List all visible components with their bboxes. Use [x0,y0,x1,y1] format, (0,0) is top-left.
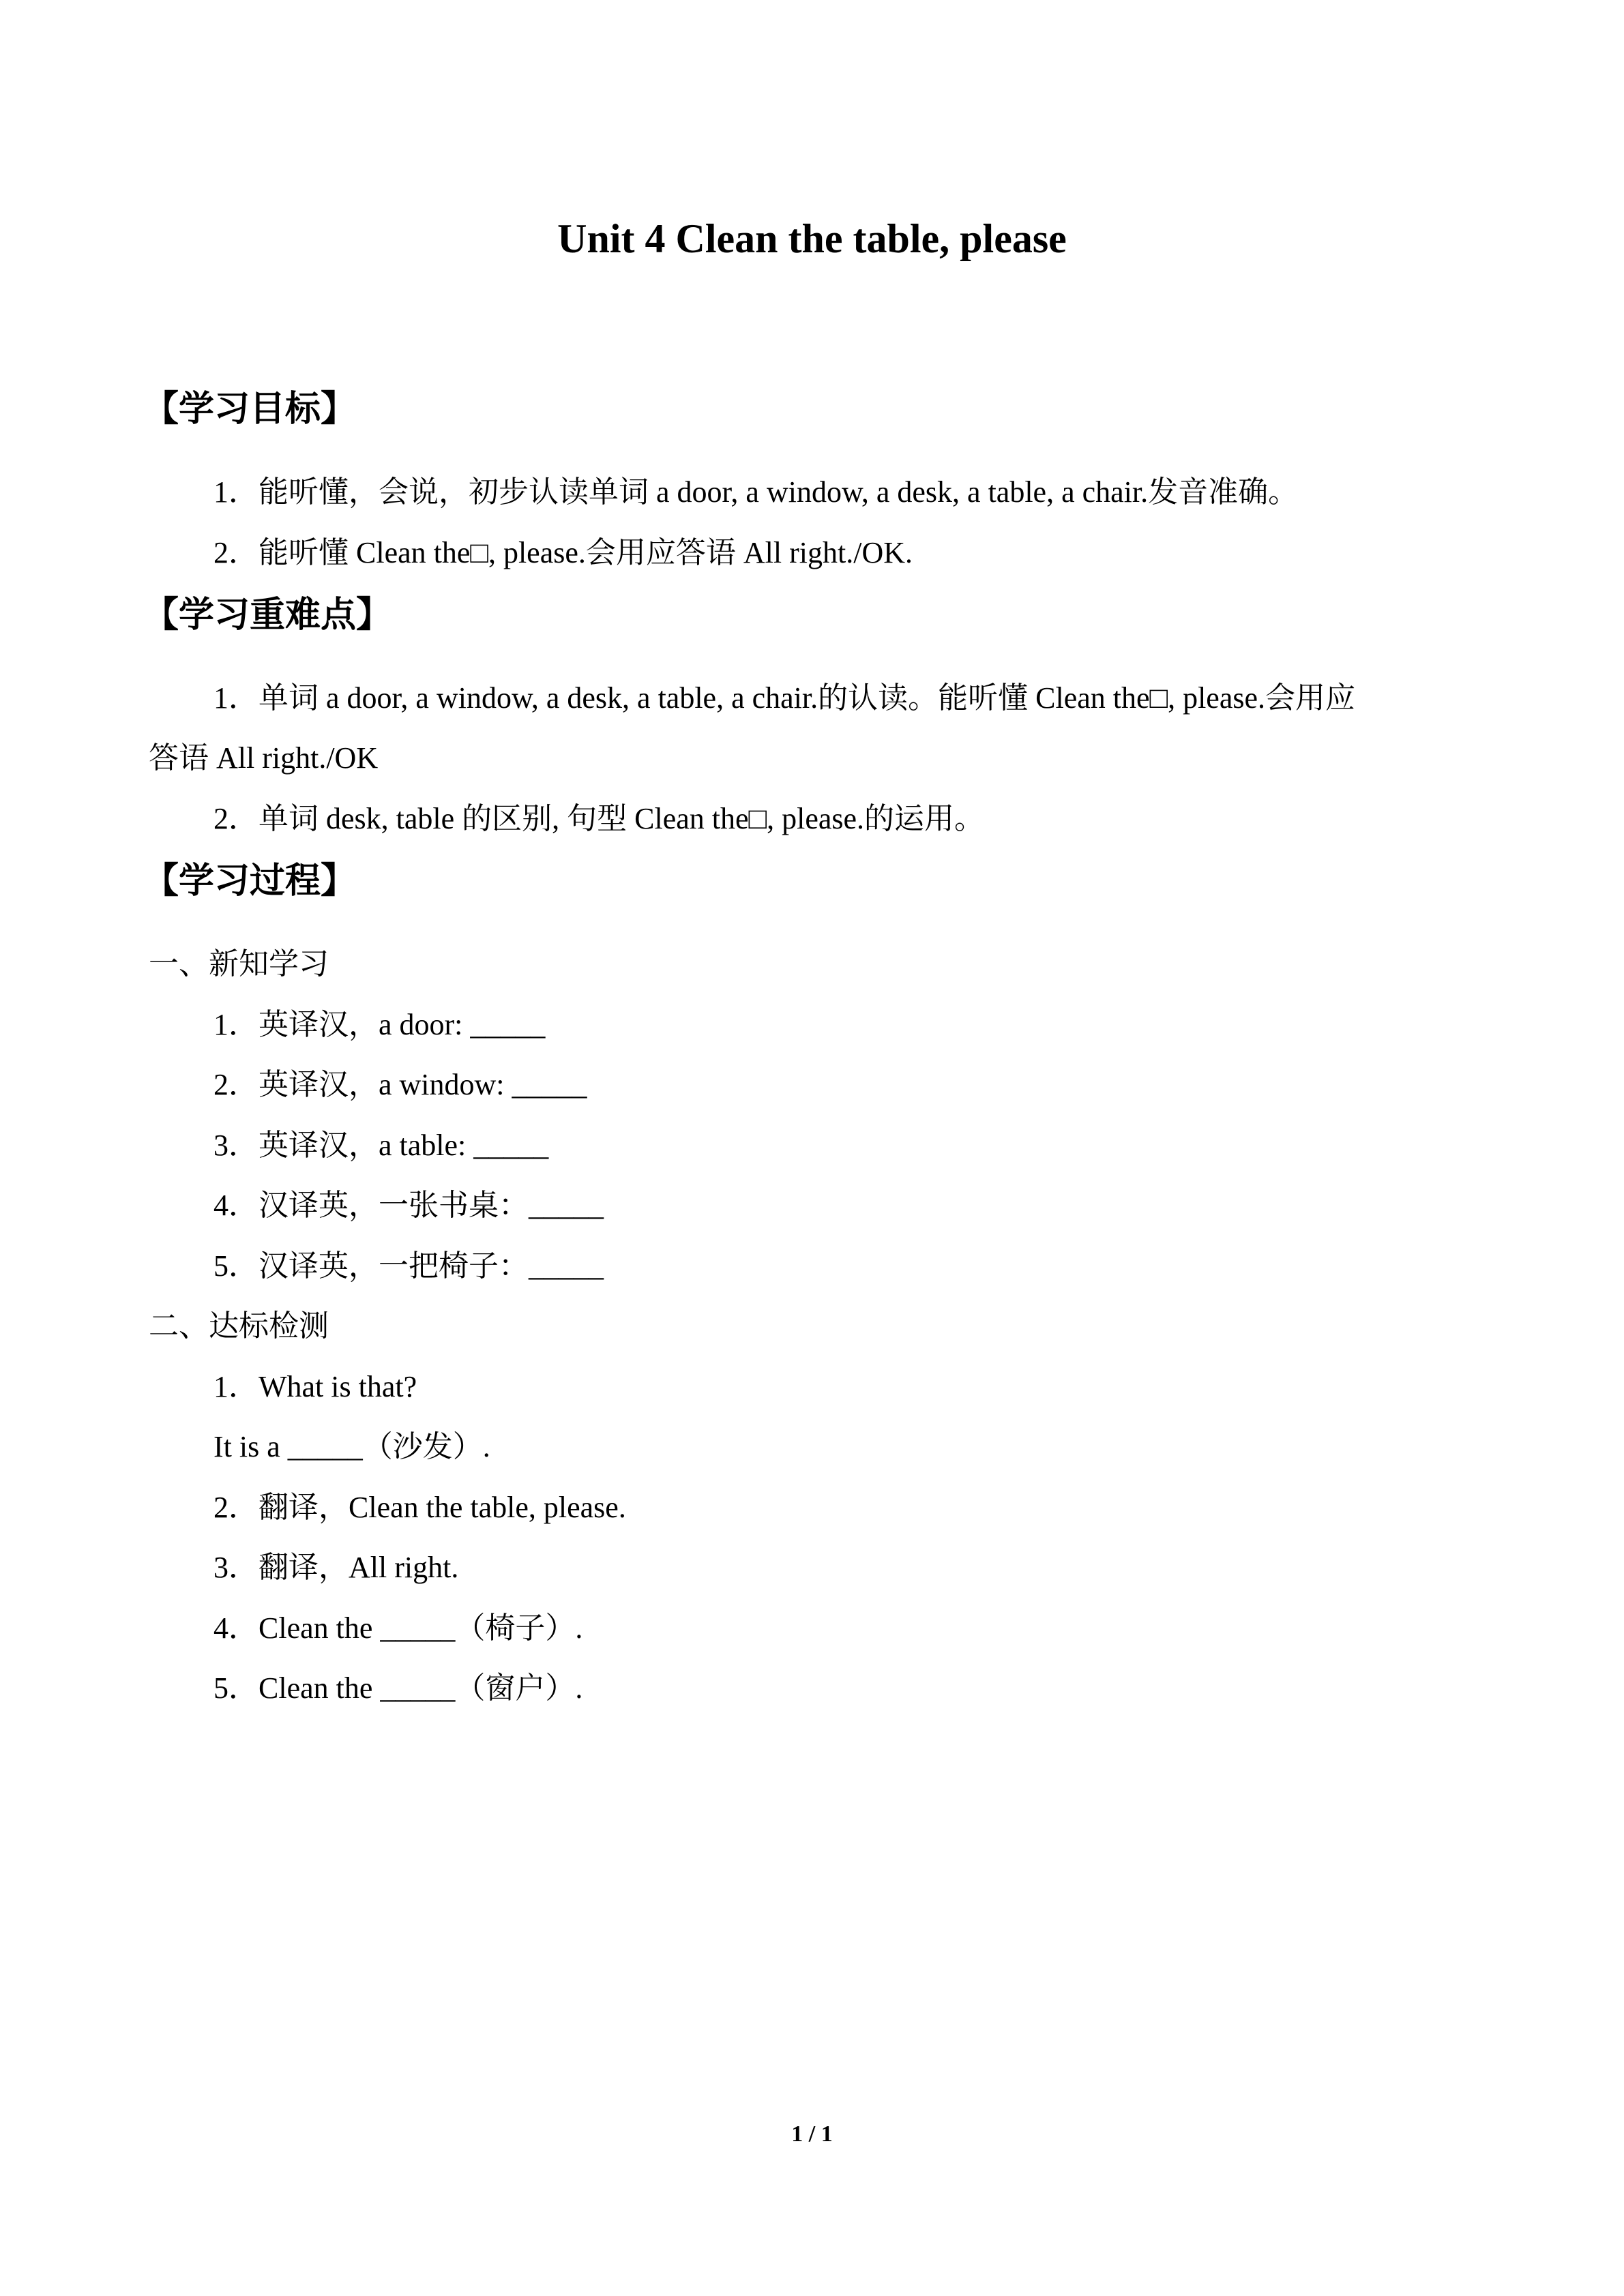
objective-item: 1．能听懂，会说，初步认读单词 a door, a window, a desk, a table, a chair.发音准确。 [213,475,1299,509]
assessment-item: 5．Clean the _____（窗户）. [213,1671,583,1705]
assessment-item: 2．翻译，Clean the table, please. [213,1491,626,1524]
page-title: Unit 4 Clean the table, please [557,216,1067,261]
exercise-item: 1．英译汉，a door: _____ [213,1008,546,1041]
exercise-item: 2．英译汉，a window: _____ [213,1068,587,1101]
key-point-item-continuation: 答语 All right./OK [149,741,379,775]
key-point-item: 1．单词 a door, a window, a desk, a table, a chair.的认读。能听懂 Clean the□, please.会用应 [213,681,1356,715]
section-heading-objectives: 【学习目标】 [143,389,357,430]
assessment-item: It is a _____（沙发）. [213,1430,490,1463]
exercise-item: 5．汉译英，一把椅子：_____ [213,1249,604,1283]
objective-item: 2．能听懂 Clean the□, please.会用应答语 All right./OK. [213,536,913,569]
assessment-item: 1．What is that? [213,1370,417,1403]
section-heading-key-points: 【学习重难点】 [143,595,392,636]
assessment-item: 3．翻译，All right. [213,1551,459,1584]
page-number: 1 / 1 [791,2121,833,2147]
key-point-item: 2．单词 desk, table 的区别, 句型 Clean the□, please.的运用。 [213,802,985,835]
part-label-assessment: 二、达标检测 [149,1309,329,1343]
exercise-item: 3．英译汉，a table: _____ [213,1129,549,1162]
part-label-new-knowledge: 一、新知学习 [149,947,329,981]
section-heading-process: 【学习过程】 [143,861,357,901]
assessment-item: 4．Clean the _____（椅子）. [213,1611,583,1645]
exercise-item: 4．汉译英，一张书桌：_____ [213,1189,604,1222]
